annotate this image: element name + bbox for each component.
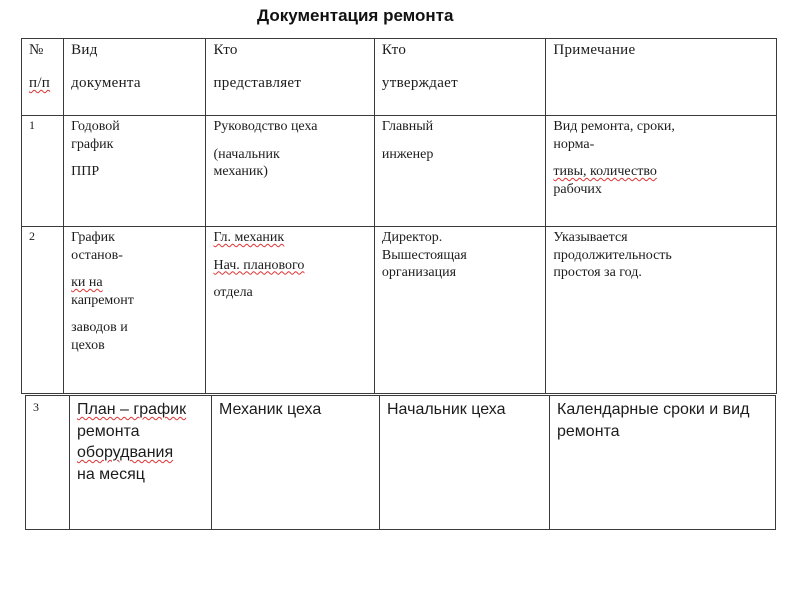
row1-number: 1 (22, 116, 64, 227)
page-title: Документация ремонта (257, 6, 454, 25)
header-approves-line1: Кто (381, 42, 407, 58)
row2-note: Указывается продолжительность простоя за год. (546, 227, 777, 394)
header-presents-line2: представляет (213, 74, 302, 91)
row3-doc-type: План – график ремонта оборудвания на месяц (70, 396, 212, 530)
row2-presents: Гл. механик Нач. планового отдела (206, 227, 374, 394)
row2-doc-type: График останов- ки на капремонт заводов и цехов (64, 227, 206, 394)
row1-note: Вид ремонта, сроки, норма- тивы, количество рабочих (546, 116, 777, 227)
header-doc-type-line2: документа (71, 74, 141, 91)
row3-approves: Начальник цеха (380, 396, 550, 530)
header-approves-line2: утверждает (381, 74, 458, 91)
row3-presents: Механик цеха (212, 396, 380, 530)
header-number-pp: п/п (29, 74, 51, 91)
header-number (22, 39, 64, 116)
row1-presents: Руководство цеха (начальник механик) (206, 116, 374, 227)
header-note (546, 39, 777, 116)
row1-approves: Главный инженер (374, 116, 545, 227)
header-doc-type-line1: Вид (71, 42, 98, 58)
repair-documentation-table-continued (25, 395, 776, 530)
header-approves (374, 39, 545, 116)
header-number-symbol: № (29, 42, 44, 58)
table-row (22, 227, 777, 394)
table-header-row (22, 39, 777, 116)
row3-number: 3 (26, 396, 70, 530)
row2-number: 2 (22, 227, 64, 394)
repair-documentation-table (21, 38, 777, 394)
header-doc-type (64, 39, 206, 116)
header-presents (206, 39, 374, 116)
row3-note: Календарные сроки и вид ремонта (550, 396, 776, 530)
row1-doc-type: Годовой график ППР (64, 116, 206, 227)
table-row (26, 396, 776, 530)
table-row (22, 116, 777, 227)
header-note-line1: Примечание (553, 42, 636, 58)
header-presents-line1: Кто (213, 42, 238, 58)
row2-approves: Директор. Вышестоящая организация (374, 227, 545, 394)
